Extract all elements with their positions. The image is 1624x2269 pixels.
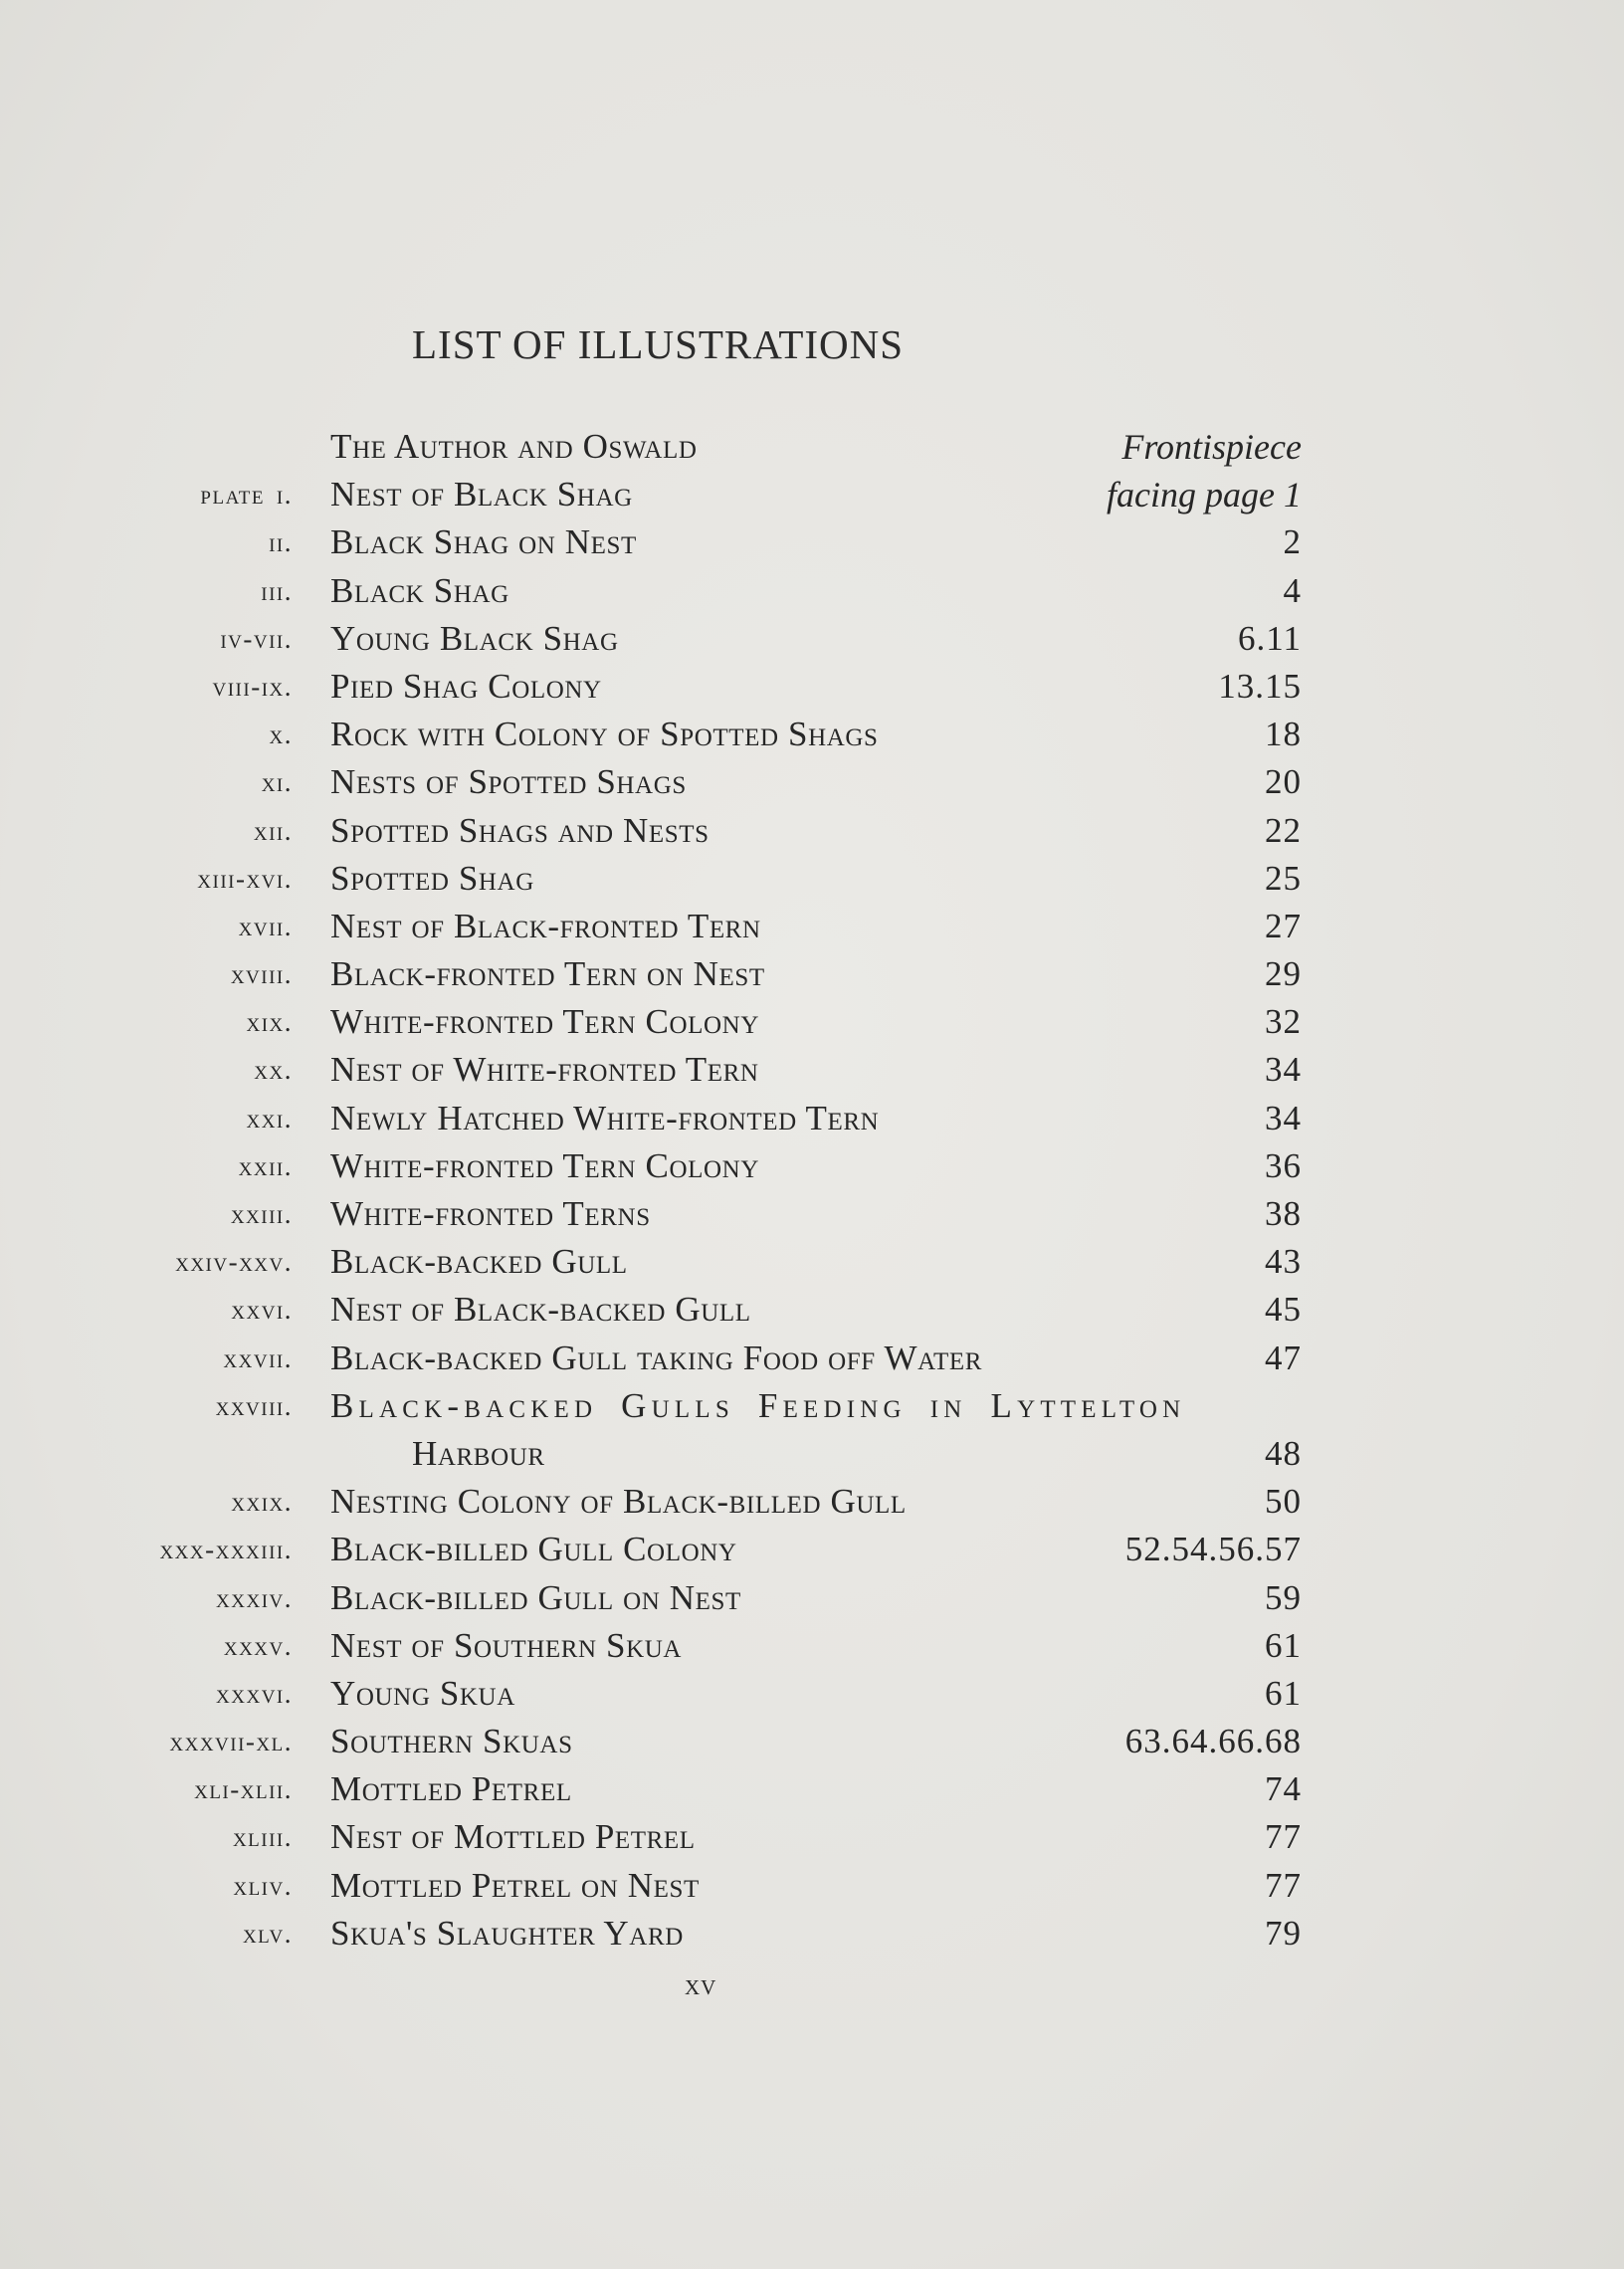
- page-reference: 45: [1265, 1290, 1302, 1330]
- page-reference: 74: [1265, 1769, 1302, 1809]
- plate-numeral: xxviii.: [215, 1390, 293, 1421]
- list-item: [0, 855, 1624, 903]
- caption: Nest of Mottled Petrel: [330, 1817, 696, 1857]
- list-item: [0, 423, 1624, 471]
- page-reference: 43: [1265, 1242, 1302, 1282]
- plate-numeral: xliv.: [233, 1870, 293, 1901]
- caption: Nest of Southern Skua: [330, 1625, 683, 1665]
- caption: White-fronted Tern Colony: [330, 1145, 759, 1185]
- page-reference: 27: [1265, 906, 1302, 945]
- plate-numeral: ii.: [269, 527, 293, 558]
- plate-numeral: iv-vii.: [220, 623, 293, 654]
- plate-number: [231, 1190, 293, 1238]
- page-reference: 22: [1265, 810, 1302, 850]
- caption: Mottled Petrel on Nest: [330, 1865, 700, 1905]
- plate-number: [239, 903, 293, 950]
- page-reference: 50: [1265, 1482, 1302, 1522]
- list-item: [0, 1670, 1624, 1718]
- plate-numeral: xxii.: [238, 1150, 293, 1181]
- list-item: [0, 1813, 1624, 1861]
- list-item: [0, 1526, 1624, 1573]
- plate-numeral: xi.: [261, 767, 293, 798]
- page-reference: 34: [1265, 1050, 1302, 1090]
- caption: The Author and Oswald: [330, 427, 698, 466]
- plate-numeral: xii.: [253, 815, 293, 846]
- list-item: [0, 711, 1624, 758]
- list-item: [0, 1190, 1624, 1238]
- plate-number: [231, 1478, 293, 1526]
- list-item: [0, 663, 1624, 711]
- caption: Nesting Colony of Black-billed Gull: [330, 1482, 907, 1522]
- plate-number: [159, 1526, 293, 1573]
- plate-numeral: xxiii.: [230, 1199, 293, 1229]
- list-item: [0, 1718, 1624, 1765]
- plate-number: [197, 855, 293, 903]
- plate-numeral: viii-ix.: [212, 671, 293, 702]
- plate-numeral: xix.: [246, 1007, 293, 1038]
- page-reference: 52.54.56.57: [1124, 1530, 1302, 1569]
- caption: Black-backed Gull taking Food off Water: [330, 1338, 983, 1377]
- plate-numeral: xli-xlii.: [194, 1774, 293, 1805]
- plate-numeral: xvii.: [238, 911, 293, 941]
- plate-number: [254, 1046, 293, 1094]
- plate-number: [233, 1813, 293, 1861]
- page-reference: 18: [1265, 715, 1302, 754]
- caption: Newly Hatched White-fronted Tern: [330, 1098, 880, 1137]
- plate-number: [239, 1142, 293, 1190]
- page-reference: 36: [1265, 1145, 1302, 1185]
- caption: Black-backed Gull: [330, 1242, 628, 1282]
- list-item: [0, 518, 1624, 566]
- plate-number: [169, 1718, 293, 1765]
- plate-numeral: xxi.: [246, 1103, 293, 1134]
- list-item: [0, 950, 1624, 998]
- list-item: [0, 1095, 1624, 1142]
- page-number: xv: [685, 1968, 717, 2001]
- plate-numeral: xxxvi.: [216, 1678, 293, 1709]
- caption: Pied Shag Colony: [330, 666, 602, 706]
- list-item: [0, 1622, 1624, 1670]
- page-reference: 6.11: [1238, 618, 1302, 658]
- plate-number: [243, 1910, 293, 1958]
- page-reference: 25: [1265, 858, 1302, 898]
- page-title: LIST OF ILLUSTRATIONS: [412, 321, 905, 367]
- plate-prefix: plate: [200, 480, 265, 511]
- page-reference: facing page 1: [1107, 475, 1302, 516]
- page-reference: 61: [1265, 1673, 1302, 1713]
- caption: Nest of White-fronted Tern: [330, 1050, 759, 1090]
- plate-numeral: iii.: [261, 575, 293, 606]
- caption: Black-billed Gull Colony: [330, 1530, 737, 1569]
- plate-number: [231, 1286, 293, 1334]
- plate-numeral: xxxv.: [223, 1630, 293, 1661]
- plate-numeral: xiii-xvi.: [197, 863, 293, 894]
- list-item: [0, 1142, 1624, 1190]
- plate-number: [216, 1382, 293, 1430]
- plate-numeral: xxxvii-xl.: [169, 1727, 293, 1757]
- plate-numeral: i.: [276, 480, 293, 511]
- list-item: [0, 1862, 1624, 1910]
- plate-numeral: xxvii.: [223, 1342, 293, 1373]
- page-reference: Frontispiece: [1121, 427, 1302, 467]
- plate-number: [246, 998, 293, 1046]
- plate-number: [223, 1335, 293, 1382]
- list-item: [0, 1910, 1624, 1958]
- plate-number: [220, 615, 293, 663]
- plate-number: [231, 950, 293, 998]
- caption: Nest of Black-backed Gull: [330, 1290, 751, 1330]
- page-reference: 4: [1283, 570, 1302, 610]
- caption: Spotted Shags and Nests: [330, 810, 710, 850]
- page-reference: 29: [1265, 954, 1302, 994]
- plate-number: [175, 1238, 293, 1286]
- list-item: [0, 567, 1624, 615]
- page-reference: 47: [1265, 1338, 1302, 1377]
- caption: Spotted Shag: [330, 858, 534, 898]
- page-reference: 48: [1265, 1433, 1302, 1473]
- list-item: [0, 1430, 1624, 1478]
- caption: Mottled Petrel: [330, 1769, 572, 1809]
- plate-number: [261, 567, 293, 615]
- page-reference: 79: [1265, 1913, 1302, 1953]
- caption: Nest of Black-fronted Tern: [330, 906, 761, 945]
- list-item: [0, 1574, 1624, 1622]
- plate-number: [269, 518, 293, 566]
- list-item: [0, 1238, 1624, 1286]
- caption: Black Shag on Nest: [330, 522, 637, 562]
- caption: Harbour: [412, 1433, 545, 1473]
- caption: Young Black Shag: [330, 618, 619, 658]
- plate-numeral: xxxiv.: [216, 1582, 293, 1613]
- caption: Black-fronted Tern on Nest: [330, 954, 765, 994]
- plate-number: [224, 1622, 293, 1670]
- plate-numeral: xx.: [254, 1055, 293, 1086]
- caption: Black-billed Gull on Nest: [330, 1577, 741, 1617]
- caption: Young Skua: [330, 1673, 515, 1713]
- caption: Rock with Colony of Spotted Shags: [330, 715, 879, 754]
- list-item: [0, 1382, 1624, 1430]
- plate-numeral: xxix.: [231, 1487, 293, 1518]
- illustrations-list: [0, 423, 1624, 1958]
- caption: Black-backed Gulls Feeding in Lyttelton: [330, 1385, 1186, 1425]
- list-item: [0, 998, 1624, 1046]
- plate-number: [194, 1765, 293, 1813]
- caption: Skua's Slaughter Yard: [330, 1913, 684, 1953]
- page-reference: 63.64.66.68: [1124, 1722, 1302, 1761]
- plate-number: [270, 711, 293, 758]
- page-reference: 32: [1265, 1002, 1302, 1042]
- page-reference: 20: [1265, 762, 1302, 802]
- list-item: [0, 471, 1624, 518]
- plate-number: [254, 807, 293, 855]
- caption: Nest of Black Shag: [330, 475, 633, 515]
- caption: Nests of Spotted Shags: [330, 762, 687, 802]
- list-item: [0, 1478, 1624, 1526]
- list-item: [0, 1286, 1624, 1334]
- list-item: [0, 615, 1624, 663]
- plate-numeral: xlv.: [242, 1918, 293, 1949]
- list-item: [0, 903, 1624, 950]
- page-reference: 77: [1265, 1817, 1302, 1857]
- page-reference: 13.15: [1218, 666, 1302, 706]
- page-reference: 2: [1283, 522, 1302, 562]
- page-reference: 77: [1265, 1865, 1302, 1905]
- plate-numeral: xxiv-xxv.: [175, 1247, 293, 1278]
- plate-number: [216, 1670, 293, 1718]
- plate-number: [213, 663, 294, 711]
- caption: White-fronted Tern Colony: [330, 1002, 759, 1042]
- caption: White-fronted Terns: [330, 1194, 651, 1233]
- plate-numeral: xviii.: [230, 959, 293, 990]
- page-reference: 38: [1265, 1194, 1302, 1233]
- plate-number: [262, 758, 293, 806]
- plate-number: [246, 1095, 293, 1142]
- plate-numeral: xliii.: [232, 1822, 293, 1853]
- page-reference: 59: [1265, 1577, 1302, 1617]
- list-item: [0, 758, 1624, 806]
- page-reference: 61: [1265, 1625, 1302, 1665]
- page-reference: 34: [1265, 1098, 1302, 1137]
- plate-number: [216, 1574, 293, 1622]
- plate-numeral: xxvi.: [231, 1295, 293, 1326]
- list-item: [0, 1765, 1624, 1813]
- list-item: [0, 807, 1624, 855]
- plate-number: [200, 471, 293, 518]
- list-item: [0, 1335, 1624, 1382]
- plate-numeral: x.: [269, 720, 293, 750]
- list-item: [0, 1046, 1624, 1094]
- caption: Black Shag: [330, 570, 509, 610]
- caption: Southern Skuas: [330, 1722, 573, 1761]
- plate-number: [233, 1862, 293, 1910]
- plate-numeral: xxx-xxxiii.: [159, 1535, 293, 1565]
